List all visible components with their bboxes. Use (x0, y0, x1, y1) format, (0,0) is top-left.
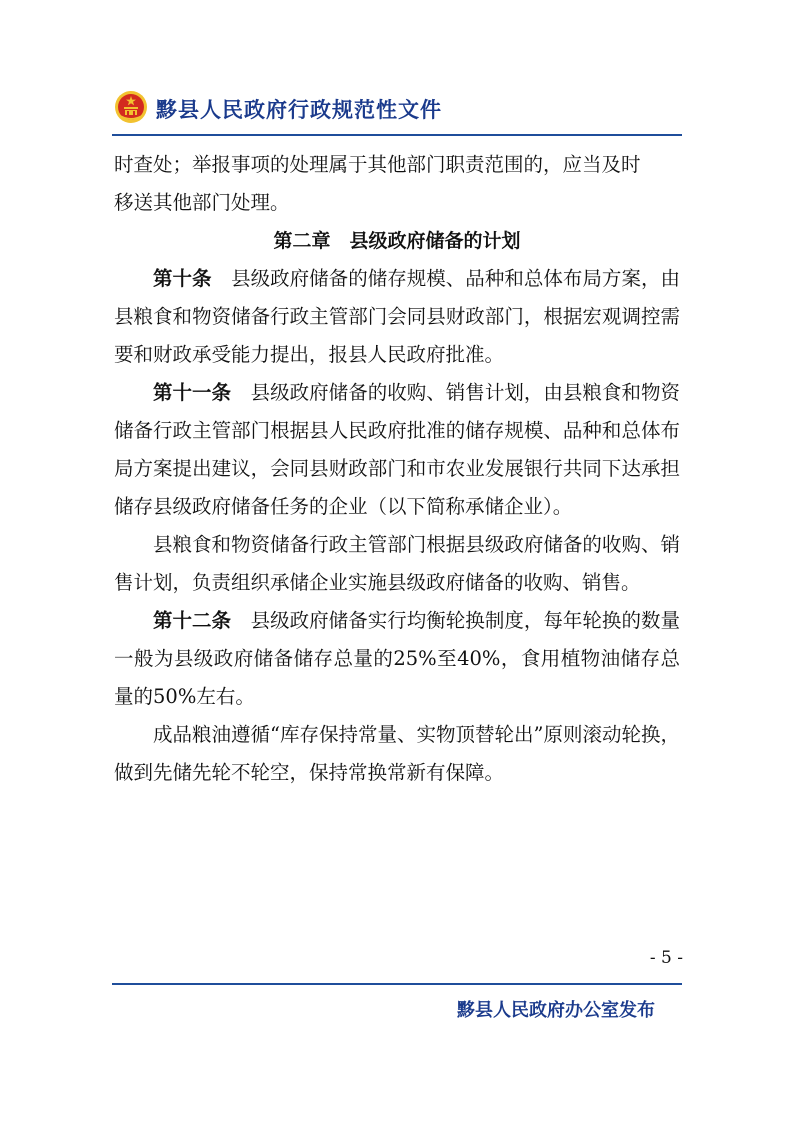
article-11-number: 第十一条 (153, 381, 232, 404)
article-12-text: 县级政府储备实行均衡轮换制度，每年轮换的数量一般为县级政府储备储存总量的25%至40%，食用植物油储存总量的50%左右。 (114, 609, 680, 708)
article-12-number: 第十二条 (153, 609, 232, 632)
article-12-paragraph-2: 成品粮油遵循“库存保持常量、实物顶替轮出”原则滚动轮换，做到先储先轮不轮空，保持常换常新有保障。 (114, 723, 680, 784)
chapter-title: 第二章 县级政府储备的计划 (273, 230, 521, 252)
article-10 (114, 260, 680, 374)
paragraph-continued-line-2: 移送其他部门处理。 (114, 191, 290, 214)
header-title: 黟县人民政府行政规范性文件 (156, 98, 442, 122)
document-body (114, 146, 680, 792)
article-11 (114, 374, 680, 526)
paragraph-continued-line-1: 时查处；举报事项的处理属于其他部门职责范围的，应当及时 (114, 153, 641, 176)
document-header (112, 88, 682, 128)
article-10-number: 第十条 (153, 267, 212, 290)
page-number: - 5 - (649, 948, 683, 968)
article-11-text: 县级政府储备的收购、销售计划，由县粮食和物资储备行政主管部门根据县人民政府批准的储存规模、品种和总体布局方案提出建议，会同县财政部门和市农业发展银行共同下达承担储存县级政府储备任务的企业（以下简称承储企业）。 (114, 381, 680, 518)
footer-divider (112, 983, 682, 985)
footer-publisher: 黟县人民政府办公室发布 (457, 1000, 655, 1021)
article-11-paragraph-2: 县粮食和物资储备行政主管部门根据县级政府储备的收购、销售计划，负责组织承储企业实施县级政府储备的收购、销售。 (114, 533, 680, 594)
article-10-text: 县级政府储备的储存规模、品种和总体布局方案，由县粮食和物资储备行政主管部门会同县财政部门，根据宏观调控需要和财政承受能力提出，报县人民政府批准。 (114, 267, 680, 366)
article-12 (114, 602, 680, 716)
header-divider (112, 134, 682, 136)
national-emblem-icon (114, 90, 148, 124)
